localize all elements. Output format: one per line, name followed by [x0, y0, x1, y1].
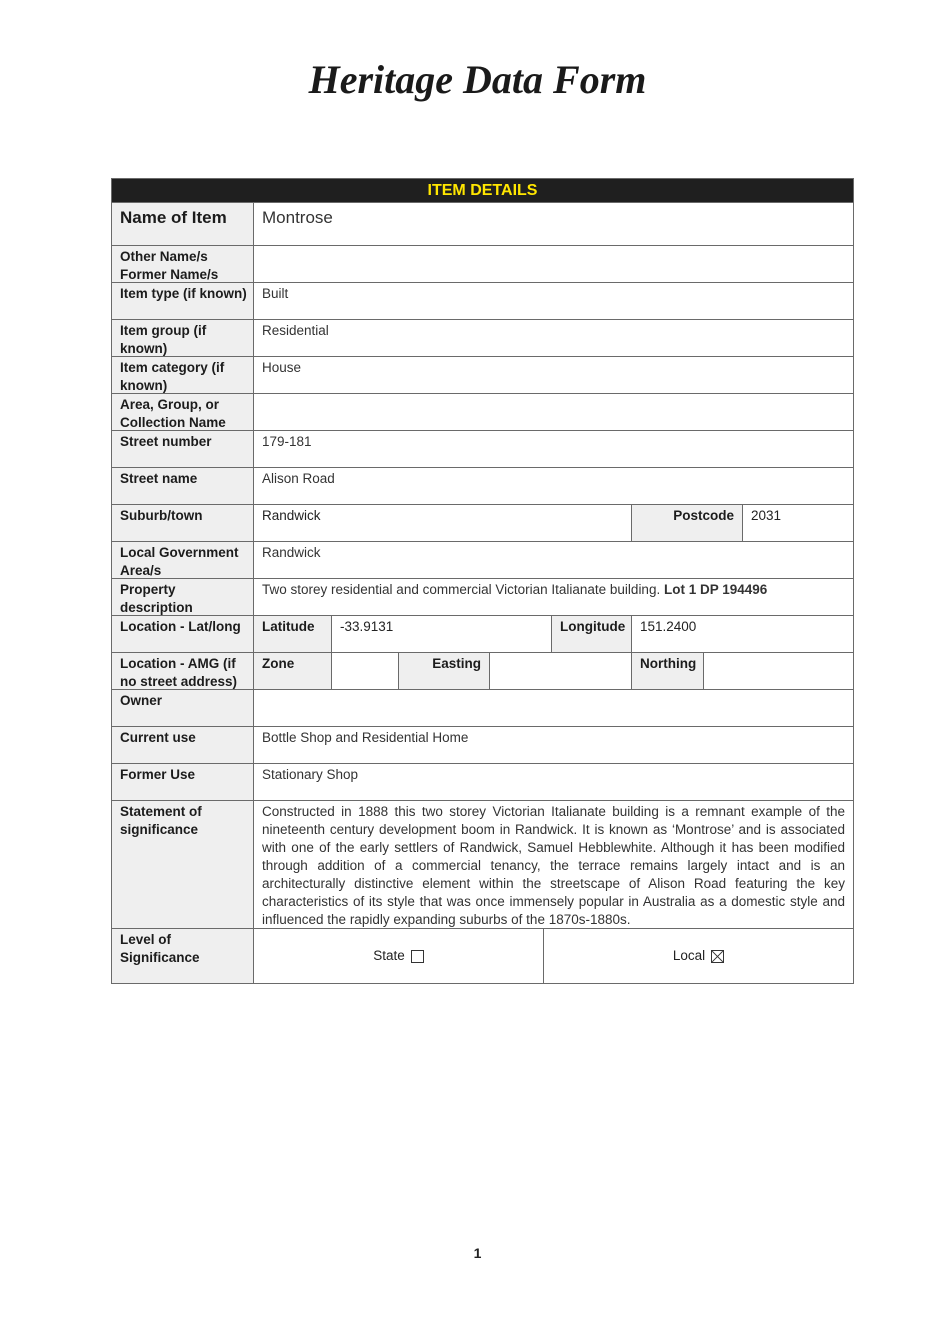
state-label: State — [373, 948, 405, 963]
row-location-amg — [112, 653, 853, 690]
street-name-value[interactable]: Alison Road — [262, 471, 335, 486]
lga-label: Local Government Area/s — [112, 542, 254, 578]
item-category-value[interactable]: House — [262, 360, 302, 375]
item-type-label: Item type (if known) — [112, 283, 254, 319]
row-statement — [112, 801, 853, 929]
row-lga — [112, 542, 853, 579]
item-type-value[interactable]: Built — [262, 286, 289, 301]
street-number-value[interactable]: 179-181 — [262, 434, 312, 449]
row-former-use — [112, 764, 853, 801]
row-property-description — [112, 579, 853, 616]
current-use-value[interactable]: Bottle Shop and Residential Home — [262, 730, 469, 745]
item-group-label: Item group (if known) — [112, 320, 254, 356]
postcode-label: Postcode — [632, 505, 743, 541]
northing-label: Northing — [632, 653, 704, 689]
property-description-value[interactable] — [254, 579, 853, 615]
longitude-label: Longitude — [552, 616, 632, 652]
page-title: Heritage Data Form — [308, 57, 647, 102]
row-name-of-item — [112, 203, 853, 246]
easting-value[interactable] — [490, 653, 632, 689]
row-street-name — [112, 468, 853, 505]
current-use-label: Current use — [112, 727, 254, 763]
row-suburb — [112, 505, 853, 542]
item-category-label: Item category (if known) — [112, 357, 254, 393]
statement-label: Statement of significance — [112, 801, 254, 928]
row-location-latlong — [112, 616, 853, 653]
other-names-value[interactable] — [254, 246, 853, 282]
suburb-value[interactable]: Randwick — [254, 505, 632, 541]
other-names-label: Other Name/s Former Name/s — [112, 246, 254, 282]
local-checkbox-checked[interactable] — [711, 950, 724, 963]
street-name-label: Street name — [112, 468, 254, 504]
row-item-group — [112, 320, 853, 357]
local-option[interactable] — [544, 929, 853, 983]
former-use-label: Former Use — [112, 764, 254, 800]
owner-value[interactable] — [254, 690, 853, 726]
name-of-item-value[interactable]: Montrose — [262, 208, 333, 227]
row-item-category — [112, 357, 853, 394]
lga-value[interactable]: Randwick — [262, 545, 321, 560]
row-item-type — [112, 283, 853, 320]
owner-label: Owner — [112, 690, 254, 726]
location-amg-label: Location - AMG (if no street address) — [112, 653, 254, 689]
location-latlong-label: Location - Lat/long — [112, 616, 254, 652]
row-street-number — [112, 431, 853, 468]
page-number: 1 — [473, 1245, 482, 1261]
statement-value[interactable]: Constructed in 1888 this two storey Victorian Italianate building is a remnant example of the nineteenth century development boom in Randwick. It is known as ‘Montrose’ and is associated with one of the early settlers of Randwick, Samuel Hebblewhite. Although it has been modified through addition of a commercial tenancy, the terrace remains largely intact and is an architecturally distinctive element within the streetscape of Alison Road featuring the key characteristics of its style that was once immensely popular in Australia as a domestic style and influenced the rapidly expanding suburbs of the 1870s-1880s. — [262, 804, 845, 927]
former-use-value[interactable]: Stationary Shop — [262, 767, 359, 782]
area-group-value[interactable] — [254, 394, 853, 430]
local-label: Local — [672, 948, 706, 963]
row-area-group — [112, 394, 853, 431]
postcode-value[interactable]: 2031 — [751, 508, 782, 523]
property-description-label: Property description — [112, 579, 254, 615]
easting-label: Easting — [399, 653, 490, 689]
row-current-use — [112, 727, 853, 764]
item-details-form — [111, 178, 854, 984]
level-label: Level of Significance — [112, 929, 254, 983]
street-number-label: Street number — [112, 431, 254, 467]
latitude-label: Latitude — [254, 616, 332, 652]
state-checkbox[interactable] — [411, 950, 424, 963]
area-group-label: Area, Group, or Collection Name — [112, 394, 254, 430]
zone-label: Zone — [254, 653, 332, 689]
northing-value[interactable] — [704, 653, 853, 689]
longitude-value[interactable]: 151.2400 — [640, 619, 697, 634]
lot-number: Lot 1 DP 194496 — [663, 582, 768, 597]
row-other-names — [112, 246, 853, 283]
section-header: ITEM DETAILS — [112, 179, 853, 203]
latitude-value[interactable]: -33.9131 — [332, 616, 552, 652]
zone-value[interactable] — [332, 653, 399, 689]
item-group-value[interactable]: Residential — [262, 323, 329, 338]
state-option[interactable] — [254, 929, 544, 983]
name-of-item-label: Name of Item — [112, 203, 254, 245]
suburb-label: Suburb/town — [112, 505, 254, 541]
row-level-of-significance — [112, 929, 853, 983]
row-owner — [112, 690, 853, 727]
property-description-text: Two storey residential and commercial Victorian Italianate building. — [262, 582, 664, 597]
